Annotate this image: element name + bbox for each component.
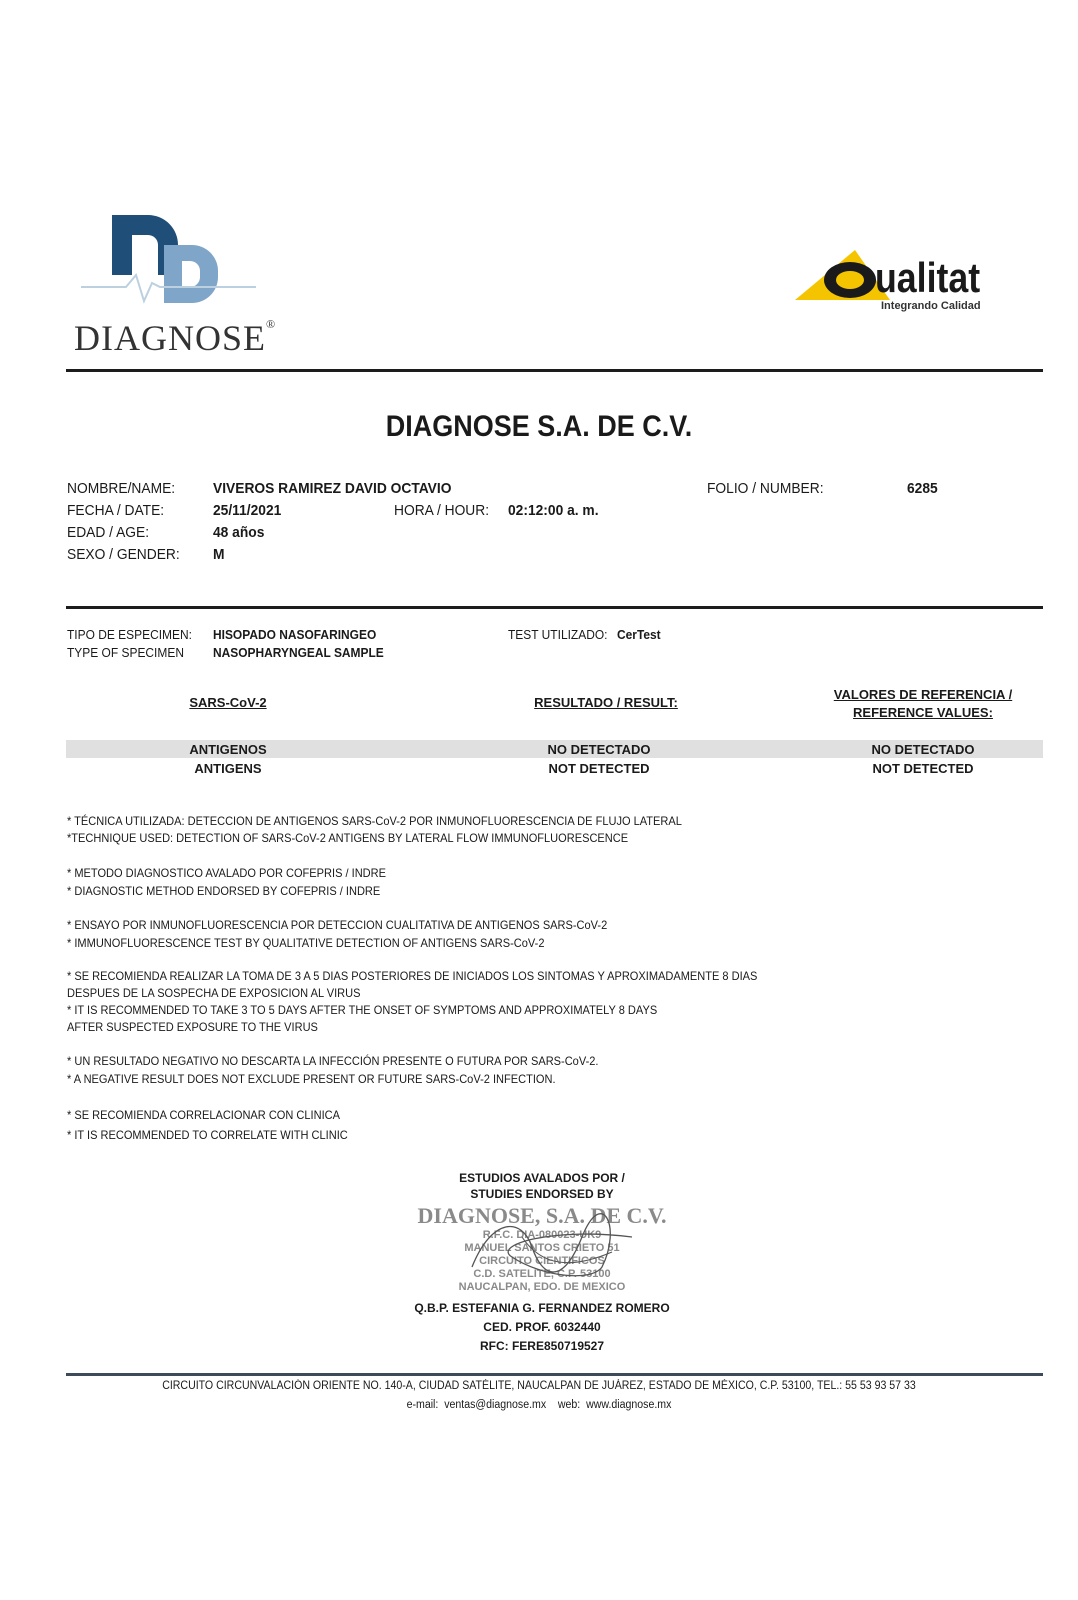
- stamp-city: C.D. SATELITE, C.P. 53100: [473, 1268, 611, 1280]
- note-timing-en-1: * IT IS RECOMMENDED TO TAKE 3 TO 5 DAYS AFTER THE ONSET OF SYMPTOMS AND APPROXIMATELY 8 DAYS: [67, 1003, 658, 1017]
- note-method-es: * METODO DIAGNOSTICO AVALADO POR COFEPRIS / INDRE: [67, 866, 386, 880]
- stamp-rfc: R.F.C. DIA-080023-UK9: [482, 1229, 602, 1241]
- note-timing-es-1: * SE RECOMIENDA REALIZAR LA TOMA DE 3 A 5 DIAS POSTERIORES DE INICIADOS LOS SINTOMAS Y APROXIMADAMENTE 8 DIAS: [67, 969, 758, 983]
- result-row-test-en: ANTIGENS: [194, 761, 262, 776]
- footer-contact[interactable]: e-mail: ventas@diagnose.mx web: www.diagnose.mx: [406, 1399, 672, 1411]
- footer-address: CIRCUITO CIRCUNVALACIÓN ORIENTE NO. 140-A, CIUDAD SATÉLITE, NAUCALPAN DE JUÁREZ, ESTADO DE MÉXICO, C.P. 53100, TEL.: 55 53 93 57 33: [162, 1380, 916, 1392]
- note-negative-es: * UN RESULTADO NEGATIVO NO DESCARTA LA INFECCIÓN PRESENTE O FUTURA POR SARS-CoV-2.: [67, 1054, 599, 1068]
- stamp-state: NAUCALPAN, EDO. DE MEXICO: [458, 1281, 626, 1293]
- note-timing-en-2: AFTER SUSPECTED EXPOSURE TO THE VIRUS: [67, 1020, 318, 1034]
- stamp-circuit: CIRCUITO CIENTIFICOS: [479, 1255, 605, 1267]
- hour-value: 02:12:00 a. m.: [508, 502, 599, 519]
- result-row-ref-es: NO DETECTADO: [871, 742, 975, 757]
- note-correlate-en: * IT IS RECOMMENDED TO CORRELATE WITH CLINIC: [67, 1128, 348, 1142]
- endorsed-by-en: STUDIES ENDORSED BY: [470, 1187, 614, 1201]
- qualitat-logo-text: ualitat: [875, 254, 981, 301]
- endorsed-by-es: ESTUDIOS AVALADOS POR /: [459, 1171, 625, 1185]
- signer-license: CED. PROF. 6032440: [483, 1320, 601, 1334]
- hour-label: HORA / HOUR:: [394, 502, 490, 519]
- note-technique-en: *TECHNIQUE USED: DETECTION OF SARS-CoV-2 ANTIGENS BY LATERAL FLOW IMMUNOFLUORESCENCE: [67, 831, 629, 845]
- specimen-type-en: NASOPHARYNGEAL SAMPLE: [213, 645, 384, 660]
- footer-divider: [66, 1373, 1043, 1376]
- page-title: DIAGNOSE S.A. DE C.V.: [385, 410, 693, 443]
- col-header-ref-1: VALORES DE REFERENCIA /: [833, 687, 1013, 702]
- result-row-test-es: ANTIGENOS: [189, 742, 267, 757]
- diagnose-logo-mark: [66, 205, 276, 325]
- specimen-type-label-es: TIPO DE ESPECIMEN:: [67, 627, 192, 642]
- note-method-en: * DIAGNOSTIC METHOD ENDORSED BY COFEPRIS / INDRE: [67, 884, 381, 898]
- signature-scribble: [452, 1207, 642, 1289]
- age-value: 48 años: [213, 524, 265, 541]
- result-row-ref-en: NOT DETECTED: [872, 761, 974, 776]
- company-stamp: [392, 1203, 692, 1295]
- gender-value: M: [213, 546, 225, 563]
- note-negative-en: * A NEGATIVE RESULT DOES NOT EXCLUDE PRESENT OR FUTURE SARS-CoV-2 INFECTION.: [67, 1072, 556, 1086]
- note-timing-es-2: DESPUES DE LA SOSPECHA DE EXPOSICION AL VIRUS: [67, 986, 361, 1000]
- note-correlate-es: * SE RECOMIENDA CORRELACIONAR CON CLINICA: [67, 1108, 340, 1122]
- stamp-company: DIAGNOSE, S.A. DE C.V.: [417, 1203, 667, 1228]
- specimen-type-es: HISOPADO NASOFARINGEO: [213, 627, 377, 642]
- diagnose-logo: [66, 205, 276, 365]
- result-row-result-en: NOT DETECTED: [548, 761, 650, 776]
- date-value: 25/11/2021: [213, 502, 282, 519]
- age-label: EDAD / AGE:: [67, 524, 150, 541]
- specimen-type-label-en: TYPE OF SPECIMEN: [67, 645, 184, 660]
- patient-divider: [66, 606, 1043, 609]
- date-label: FECHA / DATE:: [67, 502, 165, 519]
- folio-value: 6285: [907, 480, 938, 497]
- stamp-street: MANUEL SANTOS CRIETO 51: [464, 1242, 620, 1254]
- qualitat-logo: [795, 248, 1010, 318]
- col-header-result: RESULTADO / RESULT:: [534, 695, 678, 710]
- qualitat-tagline: Integrando Calidad: [881, 300, 981, 312]
- col-header-ref-2: REFERENCE VALUES:: [853, 705, 993, 720]
- note-assay-en: * IMMUNOFLUORESCENCE TEST BY QUALITATIVE DETECTION OF ANTIGENS SARS-CoV-2: [67, 936, 545, 950]
- folio-label: FOLIO / NUMBER:: [707, 480, 824, 497]
- gender-label: SEXO / GENDER:: [67, 546, 180, 563]
- col-header-test: SARS-CoV-2: [189, 695, 267, 710]
- patient-name: VIVEROS RAMIREZ DAVID OCTAVIO: [213, 480, 452, 497]
- result-row-result-es: NO DETECTADO: [547, 742, 651, 757]
- header-divider: [66, 369, 1043, 372]
- note-assay-es: * ENSAYO POR INMUNOFLUORESCENCIA POR DETECCION CUALITATIVA DE ANTIGENOS SARS-CoV-2: [67, 918, 608, 932]
- signer-rfc: RFC: FERE850719527: [479, 1339, 605, 1353]
- test-used-label: TEST UTILIZADO:: [508, 627, 608, 642]
- name-label: NOMBRE/NAME:: [67, 480, 176, 497]
- test-used-value: CerTest: [617, 627, 661, 642]
- note-technique-es: * TÉCNICA UTILIZADA: DETECCION DE ANTIGENOS SARS-CoV-2 POR INMUNOFLUORESCENCIA DE FLUJO LATERAL: [67, 814, 682, 828]
- diagnose-logo-text: DIAGNOSE: [74, 318, 266, 358]
- registered-mark: ®: [266, 317, 277, 331]
- signer-name: Q.B.P. ESTEFANIA G. FERNANDEZ ROMERO: [414, 1301, 670, 1315]
